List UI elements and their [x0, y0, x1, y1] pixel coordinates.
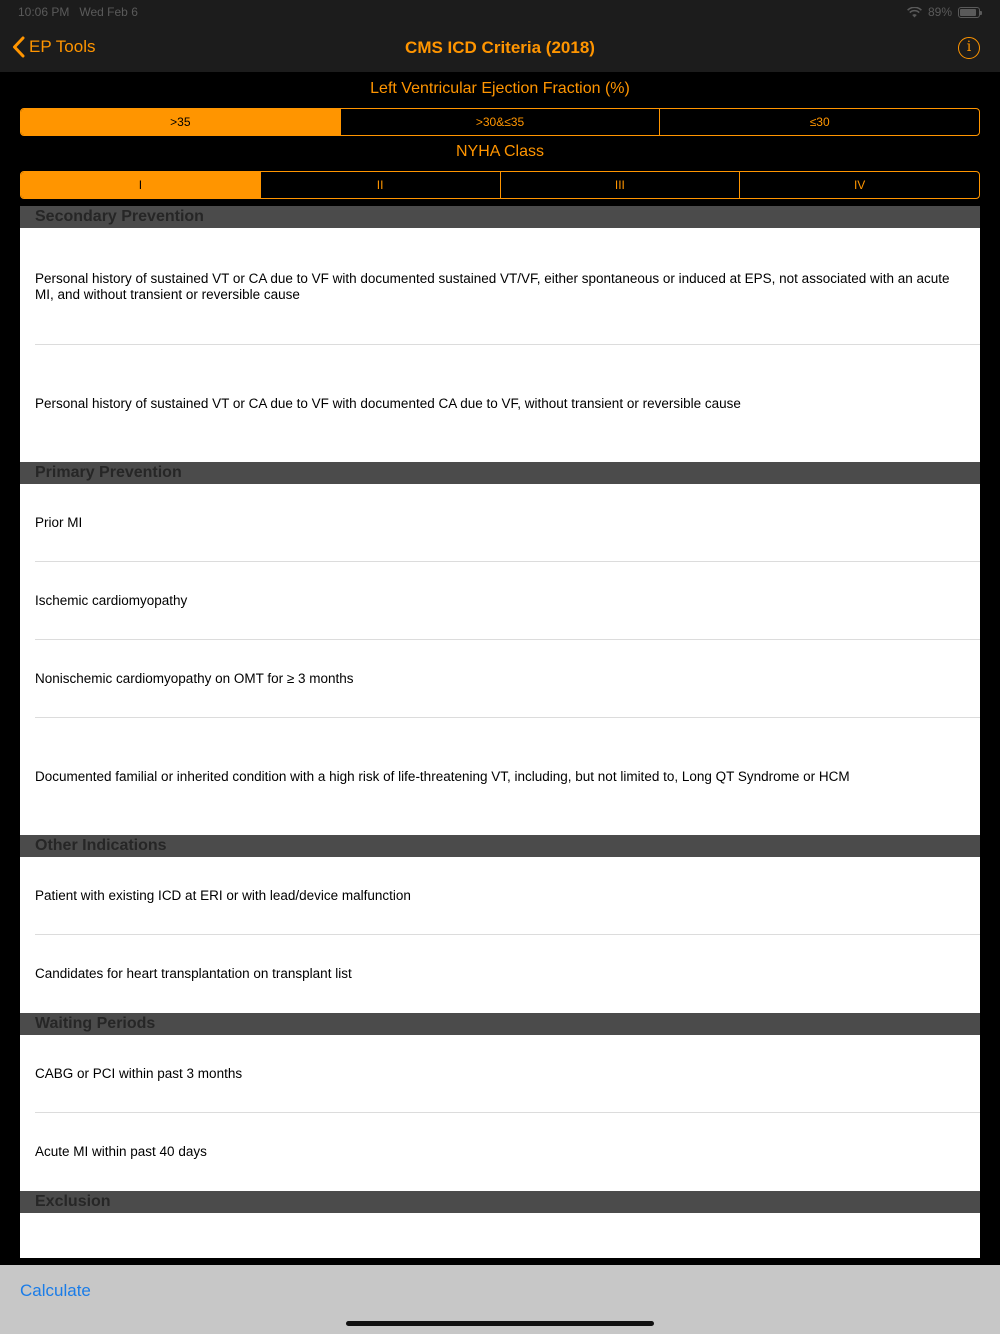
list-item-label: Documented familial or inherited condition with a high risk of life-threatening VT, including, but not limited to, Long QT Syndrome or HCM	[35, 768, 850, 784]
lvef-option-le30[interactable]: ≤30	[659, 109, 979, 135]
criteria-list[interactable]	[20, 206, 980, 1258]
nyha-label: NYHA Class	[455, 143, 545, 160]
list-item[interactable]	[20, 1113, 980, 1191]
list-item-label: Prior MI	[35, 515, 83, 530]
info-circle-icon[interactable]: i	[958, 37, 980, 59]
lvef-label: Left Ventricular Ejection Fraction (%)	[370, 80, 630, 97]
list-item[interactable]	[20, 1035, 980, 1113]
nyha-option-3[interactable]: III	[500, 172, 740, 198]
navigation-bar	[0, 24, 1000, 72]
list-item-label: Personal history of sustained VT or CA due to VF with documented sustained VT/VF, either spontaneous or induced at EPS, not associated with an acute MI, and without transient or reversible cause	[35, 270, 950, 302]
list-item[interactable]	[20, 562, 980, 640]
lvef-segmented-control	[20, 108, 980, 136]
home-indicator[interactable]	[346, 1321, 654, 1326]
battery-icon	[958, 7, 980, 18]
calculate-button[interactable]: Calculate	[20, 1281, 91, 1300]
page-title: CMS ICD Criteria (2018)	[405, 38, 595, 57]
nyha-segmented-control	[20, 171, 980, 199]
list-item[interactable]	[20, 857, 980, 935]
list-item-label: CABG or PCI within past 3 months	[35, 1066, 243, 1081]
list-item-label: Patient with existing ICD at ERI or with lead/device malfunction	[35, 888, 411, 903]
lvef-option-30-35[interactable]: >30&≤35	[340, 109, 660, 135]
battery-fill	[960, 9, 976, 16]
list-item[interactable]	[20, 345, 980, 462]
list-item[interactable]	[20, 935, 980, 1013]
list-item-label: Personal history of sustained VT or CA due to VF with documented CA due to VF, without transient or reversible cause	[35, 395, 741, 411]
section-header-other: Other Indications	[20, 835, 980, 857]
list-item[interactable]	[20, 1213, 980, 1258]
list-item-label: Ischemic cardiomyopathy	[35, 593, 188, 608]
section-header-primary: Primary Prevention	[20, 462, 980, 484]
list-item[interactable]	[20, 718, 980, 835]
battery-percent: 89%	[927, 5, 952, 19]
status-time: 10:06 PM Wed Feb 6	[18, 5, 138, 19]
nyha-option-2[interactable]: II	[260, 172, 500, 198]
nyha-option-4[interactable]: IV	[739, 172, 979, 198]
section-header-secondary: Secondary Prevention	[20, 206, 980, 228]
status-bar	[0, 0, 1000, 24]
list-item-label: Candidates for heart transplantation on transplant list	[35, 966, 352, 981]
wifi-icon	[907, 7, 922, 18]
section-header-waiting: Waiting Periods	[20, 1013, 980, 1035]
lvef-option-gt35[interactable]: >35	[21, 109, 340, 135]
list-item-label: Acute MI within past 40 days	[35, 1144, 207, 1159]
section-header-exclusion: Exclusion	[20, 1191, 980, 1213]
list-item-label: Nonischemic cardiomyopathy on OMT for ≥ 3 months	[35, 671, 354, 686]
nyha-option-1[interactable]: I	[21, 172, 260, 198]
list-item[interactable]	[20, 484, 980, 562]
list-item[interactable]	[20, 640, 980, 718]
status-right	[907, 5, 980, 19]
back-label: EP Tools	[29, 37, 96, 56]
list-item[interactable]	[20, 228, 980, 345]
